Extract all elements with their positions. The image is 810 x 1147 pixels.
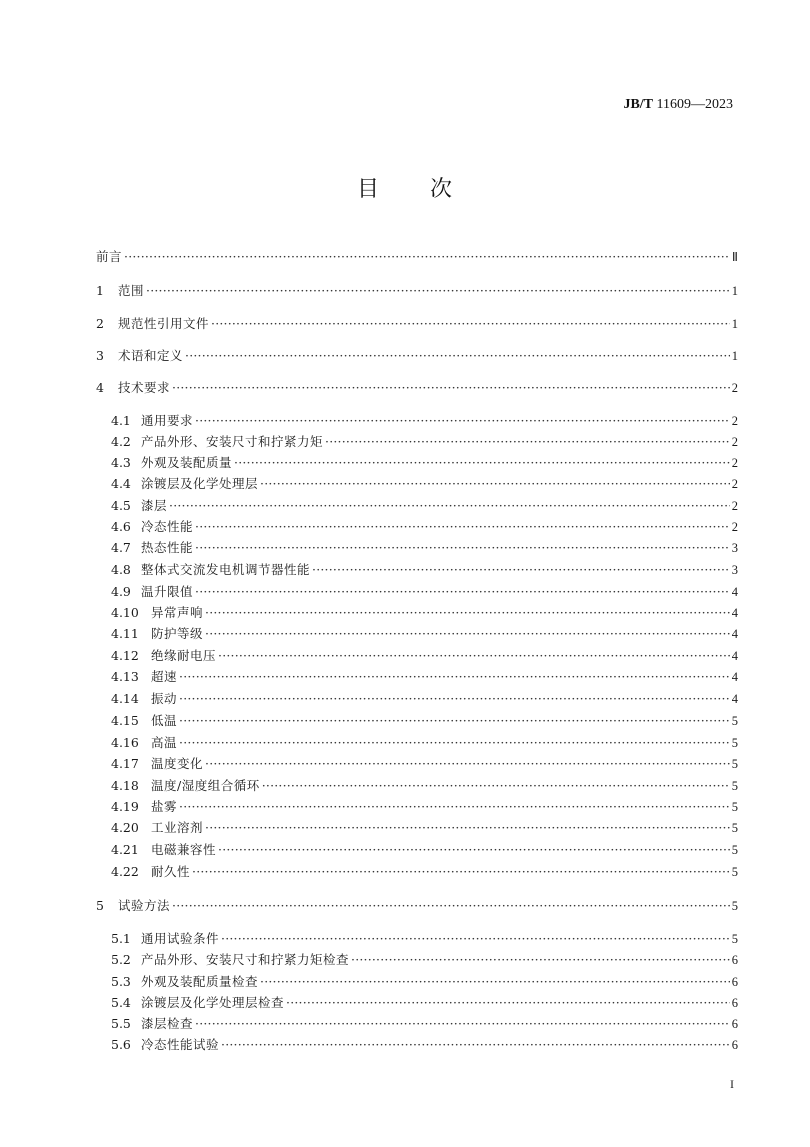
- toc-leader-dots: [234, 453, 730, 473]
- toc-entry-label: 外观及装配质量检查: [141, 974, 259, 989]
- toc-entry-number: 5.2: [111, 952, 131, 967]
- toc-entry-page: 2: [731, 435, 738, 449]
- toc-leader-dots: [205, 603, 730, 623]
- toc-entry[interactable]: [111, 646, 738, 666]
- toc-entry[interactable]: [111, 560, 738, 580]
- toc-entry-label: 温度变化: [151, 756, 204, 771]
- toc-entry-number: 2: [96, 316, 104, 331]
- toc-entry[interactable]: [96, 896, 738, 916]
- toc-entry-page: 5: [731, 714, 738, 728]
- toc-entry-number: 4.13: [111, 669, 139, 684]
- toc-entry-number: 4.1: [111, 413, 131, 428]
- toc-entry-label: 振动: [151, 691, 178, 706]
- toc-entry-page: 6: [731, 996, 738, 1010]
- toc-leader-dots: [192, 862, 730, 882]
- toc-entry-number: 5.4: [111, 995, 131, 1010]
- toc-entry[interactable]: [111, 840, 738, 860]
- toc-entry[interactable]: [111, 582, 738, 602]
- toc-leader-dots: [260, 972, 730, 992]
- toc-entry[interactable]: [111, 517, 738, 537]
- toc-leader-dots: [195, 538, 730, 558]
- title-char-2: 次: [430, 177, 454, 202]
- toc-entry[interactable]: [111, 453, 738, 473]
- toc-entry-page: 2: [731, 477, 738, 491]
- toc-entry-label: 绝缘耐电压: [151, 648, 217, 663]
- toc-leader-dots: [351, 950, 730, 970]
- toc-entry[interactable]: [111, 432, 738, 452]
- toc-entry[interactable]: [111, 689, 738, 709]
- toc-entry[interactable]: [111, 411, 738, 431]
- toc-leader-dots: [205, 754, 730, 774]
- toc-entry-page: 5: [731, 843, 738, 857]
- toc-entry-label: 整体式交流发电机调节器性能: [141, 562, 311, 577]
- toc-entry-number: 4.22: [111, 864, 139, 879]
- toc-entry[interactable]: [111, 862, 738, 882]
- toc-leader-dots: [325, 432, 730, 452]
- toc-entry-number: 4.15: [111, 713, 139, 728]
- toc-entry-page: 5: [731, 821, 738, 835]
- footer-page-number: I: [730, 1077, 734, 1091]
- toc-entry-page: 3: [731, 563, 738, 577]
- toc-leader-dots: [146, 281, 730, 301]
- toc-entry[interactable]: [111, 776, 738, 796]
- toc-leader-dots: [195, 517, 730, 537]
- toc-entry[interactable]: [111, 474, 738, 494]
- toc-entry-page: 4: [731, 670, 738, 684]
- toc-entry[interactable]: [96, 247, 738, 267]
- toc-leader-dots: [262, 776, 730, 796]
- toc-entry[interactable]: [111, 950, 738, 970]
- toc-entry-page: 5: [731, 865, 738, 879]
- toc-entry-number: 4.6: [111, 519, 131, 534]
- toc-entry-page: Ⅱ: [731, 250, 738, 264]
- toc-entry-number: 4.21: [111, 842, 139, 857]
- title-char-1: 目: [356, 177, 380, 202]
- toc-entry-label: 通用试验条件: [141, 931, 220, 946]
- toc-entry-number: 5.1: [111, 931, 131, 946]
- toc-entry[interactable]: [96, 346, 738, 366]
- toc-leader-dots: [312, 560, 730, 580]
- toc-entry-page: 2: [731, 456, 738, 470]
- toc-entry-page: 6: [731, 975, 738, 989]
- toc-entry-label: 冷态性能: [141, 519, 194, 534]
- toc-leader-dots: [211, 314, 730, 334]
- toc-leader-dots: [169, 496, 730, 516]
- toc-entry-label: 冷态性能试验: [141, 1037, 220, 1052]
- toc-leader-dots: [221, 929, 730, 949]
- toc-entry-page: 5: [731, 736, 738, 750]
- toc-entry-number: 1: [96, 283, 104, 298]
- toc-entry-label: 术语和定义: [118, 348, 184, 363]
- toc-entry[interactable]: [111, 1035, 738, 1055]
- toc-entry-number: 4.20: [111, 820, 139, 835]
- toc-entry-page: 4: [731, 649, 738, 663]
- page-title: [0, 172, 810, 203]
- toc-entry-page: 2: [731, 381, 738, 395]
- toc-entry-number: 4.19: [111, 799, 139, 814]
- toc-leader-dots: [221, 1035, 730, 1055]
- toc-entry[interactable]: [111, 1014, 738, 1034]
- toc-entry-label: 技术要求: [118, 380, 171, 395]
- toc-leader-dots: [172, 378, 730, 398]
- toc-entry-number: 3: [96, 348, 104, 363]
- toc-entry-page: 2: [731, 414, 738, 428]
- toc-entry-label: 热态性能: [141, 540, 194, 555]
- toc-entry[interactable]: [111, 711, 738, 731]
- toc-entry-label: 防护等级: [151, 626, 204, 641]
- toc-entry-number: 5.3: [111, 974, 131, 989]
- standard-code: [623, 97, 733, 113]
- toc-entry-page: 5: [731, 779, 738, 793]
- toc-entry-label: 工业溶剂: [151, 820, 204, 835]
- toc-entry-page: 4: [731, 606, 738, 620]
- toc-entry[interactable]: [96, 314, 738, 334]
- toc-entry[interactable]: [111, 818, 738, 838]
- toc-entry[interactable]: [111, 496, 738, 516]
- toc-leader-dots: [195, 411, 730, 431]
- toc-entry[interactable]: [111, 993, 738, 1013]
- toc-entry-page: 6: [731, 1017, 738, 1031]
- toc-entry-page: 1: [731, 317, 738, 331]
- toc-entry-number: 4.5: [111, 498, 131, 513]
- toc-leader-dots: [179, 797, 730, 817]
- toc-leader-dots: [205, 624, 730, 644]
- toc-entry-number: 4.4: [111, 476, 131, 491]
- toc-leader-dots: [195, 1014, 730, 1034]
- toc-entry-page: 1: [731, 284, 738, 298]
- toc-entry-number: 4.12: [111, 648, 139, 663]
- toc-entry-label: 前言: [96, 249, 123, 264]
- toc-entry-label: 通用要求: [141, 413, 194, 428]
- toc-leader-dots: [179, 711, 730, 731]
- toc-entry-number: 4.2: [111, 434, 131, 449]
- toc-leader-dots: [185, 346, 730, 366]
- toc-entry-page: 1: [731, 349, 738, 363]
- toc-leader-dots: [172, 896, 730, 916]
- toc-entry-number: 5.6: [111, 1037, 131, 1052]
- toc-entry-page: 4: [731, 692, 738, 706]
- toc-entry[interactable]: [111, 972, 738, 992]
- standard-code-prefix: JB/T: [623, 97, 654, 112]
- toc-entry-page: 2: [731, 499, 738, 513]
- toc-entry-label: 漆层检查: [141, 1016, 194, 1031]
- toc-entry-page: 6: [731, 1038, 738, 1052]
- toc-entry[interactable]: [111, 754, 738, 774]
- toc-entry-number: 5.5: [111, 1016, 131, 1031]
- standard-code-number: 11609—2023: [653, 97, 733, 112]
- toc-entry-number: 4.7: [111, 540, 131, 555]
- toc-entry-label: 耐久性: [151, 864, 191, 879]
- toc-entry-label: 范围: [118, 283, 145, 298]
- toc-entry[interactable]: [111, 929, 738, 949]
- toc-leader-dots: [195, 582, 730, 602]
- toc-leader-dots: [179, 667, 730, 687]
- toc-entry-page: 4: [731, 627, 738, 641]
- toc-entry-label: 产品外形、安装尺寸和拧紧力矩检查: [141, 952, 350, 967]
- toc-entry-page: 5: [731, 757, 738, 771]
- toc-leader-dots: [218, 646, 730, 666]
- toc-entry-page: 4: [731, 585, 738, 599]
- toc-entry-number: 4.10: [111, 605, 139, 620]
- toc-entry-number: 5: [96, 898, 104, 913]
- toc-entry-number: 4.3: [111, 455, 131, 470]
- toc-entry-label: 高温: [151, 735, 178, 750]
- toc-entry-number: 4: [96, 380, 104, 395]
- toc-entry-label: 涂镀层及化学处理层: [141, 476, 259, 491]
- toc-entry-number: 4.14: [111, 691, 139, 706]
- toc-entry-number: 4.17: [111, 756, 139, 771]
- toc-leader-dots: [286, 993, 730, 1013]
- toc-entry-label: 电磁兼容性: [151, 842, 217, 857]
- toc-entry-label: 异常声响: [151, 605, 204, 620]
- toc-entry-label: 涂镀层及化学处理层检查: [141, 995, 285, 1010]
- toc-entry-number: 4.8: [111, 562, 131, 577]
- toc-entry-label: 外观及装配质量: [141, 455, 233, 470]
- toc-entry[interactable]: [96, 378, 738, 398]
- toc-entry-page: 5: [731, 899, 738, 913]
- toc-leader-dots: [205, 818, 730, 838]
- toc-entry-page: 6: [731, 953, 738, 967]
- toc-leader-dots: [179, 689, 730, 709]
- toc-entry-label: 产品外形、安装尺寸和拧紧力矩: [141, 434, 324, 449]
- toc-entry-label: 温度/湿度组合循环: [151, 778, 260, 793]
- toc-entry-page: 3: [731, 541, 738, 555]
- toc-entry-label: 温升限值: [141, 584, 194, 599]
- toc-leader-dots: [179, 733, 730, 753]
- toc-leader-dots: [260, 474, 730, 494]
- toc-entry-number: 4.9: [111, 584, 131, 599]
- toc-entry[interactable]: [111, 667, 738, 687]
- toc-entry[interactable]: [96, 281, 738, 301]
- toc-entry-number: 4.16: [111, 735, 139, 750]
- toc-entry[interactable]: [111, 538, 738, 558]
- toc-entry-label: 低温: [151, 713, 178, 728]
- toc-entry[interactable]: [111, 733, 738, 753]
- toc-entry-label: 试验方法: [118, 898, 171, 913]
- toc-entry-label: 超速: [151, 669, 178, 684]
- toc-entry-page: 2: [731, 520, 738, 534]
- toc-entry-number: 4.11: [111, 626, 139, 641]
- toc-entry-number: 4.18: [111, 778, 139, 793]
- toc-leader-dots: [124, 247, 730, 267]
- toc-entry-page: 5: [731, 800, 738, 814]
- toc-entry[interactable]: [111, 603, 738, 623]
- toc-entry-label: 盐雾: [151, 799, 178, 814]
- toc-entry-page: 5: [731, 932, 738, 946]
- toc-entry-label: 规范性引用文件: [118, 316, 210, 331]
- toc-entry[interactable]: [111, 624, 738, 644]
- toc-leader-dots: [218, 840, 730, 860]
- toc-entry[interactable]: [111, 797, 738, 817]
- toc-entry-label: 漆层: [141, 498, 168, 513]
